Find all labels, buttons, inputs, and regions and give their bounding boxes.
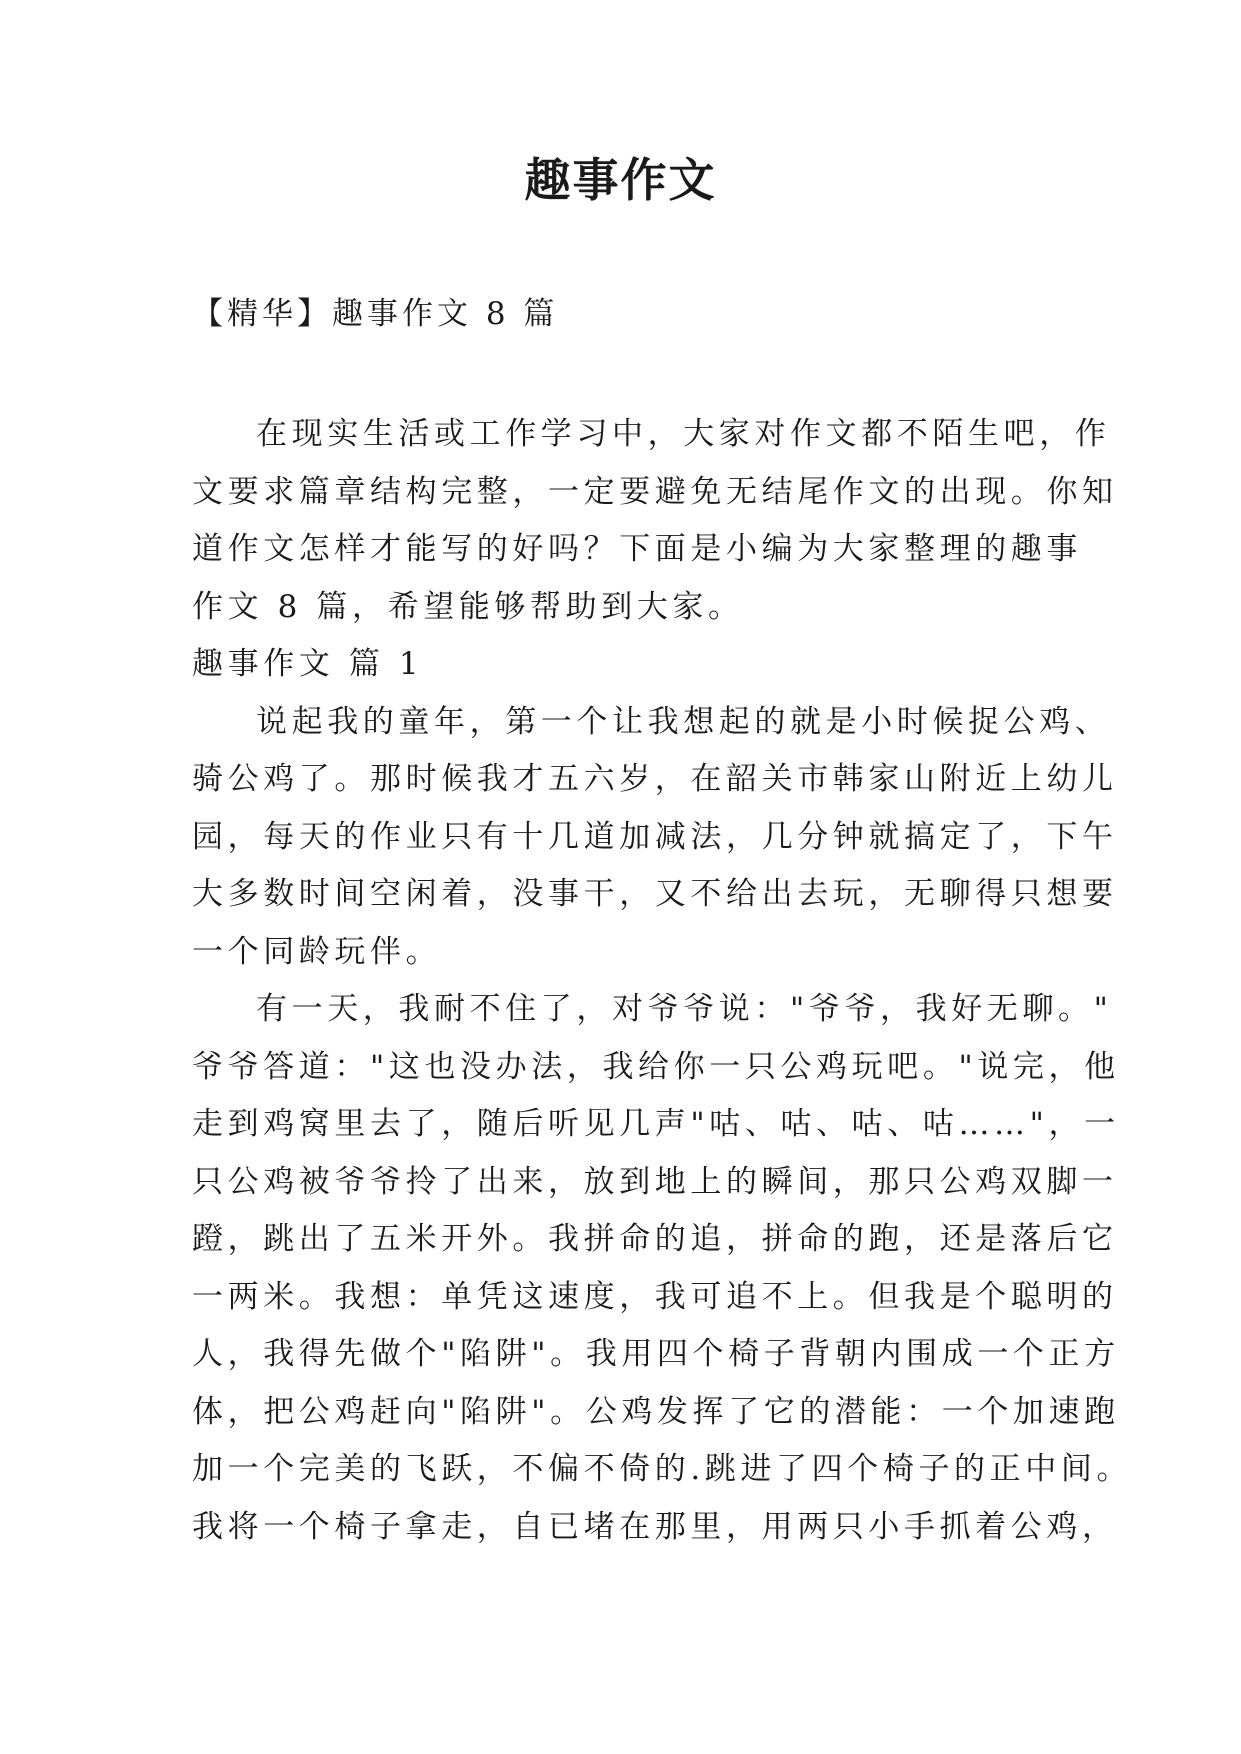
text-line: 骑公鸡了。那时候我才五六岁，在韶关市韩家山附近上幼儿: [192, 761, 1118, 797]
text-line: 园，每天的作业只有十几道加减法，几分钟就搞定了，下午: [192, 818, 1118, 855]
text-line: 道作文怎样才能写的好吗？下面是小编为大家整理的趣事: [192, 531, 1082, 567]
text-line: 有一天，我耐不住了，对爷爷说："爷爷，我好无聊。": [256, 991, 1113, 1027]
text-line: 说起我的童年，第一个让我想起的就是小时候捉公鸡、: [256, 703, 1111, 740]
text-line: 蹬，跳出了五米开外。我拼命的追，拼命的跑，还是落后它: [192, 1221, 1118, 1257]
text-line: 爷爷答道："这也没办法，我给你一只公鸡玩吧。"说完，他: [192, 1048, 1120, 1085]
text-line: 走到鸡窝里去了，随后听见几声"咕、咕、咕、咕……"，一: [192, 1106, 1120, 1142]
document-body: [192, 406, 1133, 1556]
text-line: 在现实生活或工作学习中，大家对作文都不陌生吧，作: [256, 416, 1111, 452]
text-line: 我将一个椅子拿走，自已堵在那里，用两只小手抓着公鸡，: [192, 1508, 1118, 1545]
text-line: 趣事作文 篇 1: [192, 646, 424, 682]
text-line: 大多数时间空闲着，没事干，又不给出去玩，无聊得只想要: [192, 876, 1118, 912]
document-subtitle: 【精华】趣事作文 8 篇: [192, 296, 559, 332]
text-line: 只公鸡被爷爷拎了出来，放到地上的瞬间，那只公鸡双脚一: [192, 1163, 1118, 1200]
text-line: 一个同龄玩伴。: [192, 933, 442, 970]
text-line: 作文 8 篇，希望能够帮助到大家。: [192, 588, 744, 625]
text-line: 一两米。我想：单凭这速度，我可追不上。但我是个聪明的: [192, 1278, 1118, 1315]
text-line: 体，把公鸡赶向"陷阱"。公鸡发挥了它的潜能：一个加速跑: [192, 1393, 1120, 1430]
text-line: 人，我得先做个"陷阱"。我用四个椅子背朝内围成一个正方: [192, 1336, 1120, 1372]
text-line: 加一个完美的飞跃，不偏不倚的.跳进了四个椅子的正中间。: [192, 1451, 1133, 1487]
text-line: 文要求篇章结构完整，一定要避免无结尾作文的出现。你知: [192, 473, 1118, 510]
document-title: 趣事作文: [524, 153, 717, 207]
